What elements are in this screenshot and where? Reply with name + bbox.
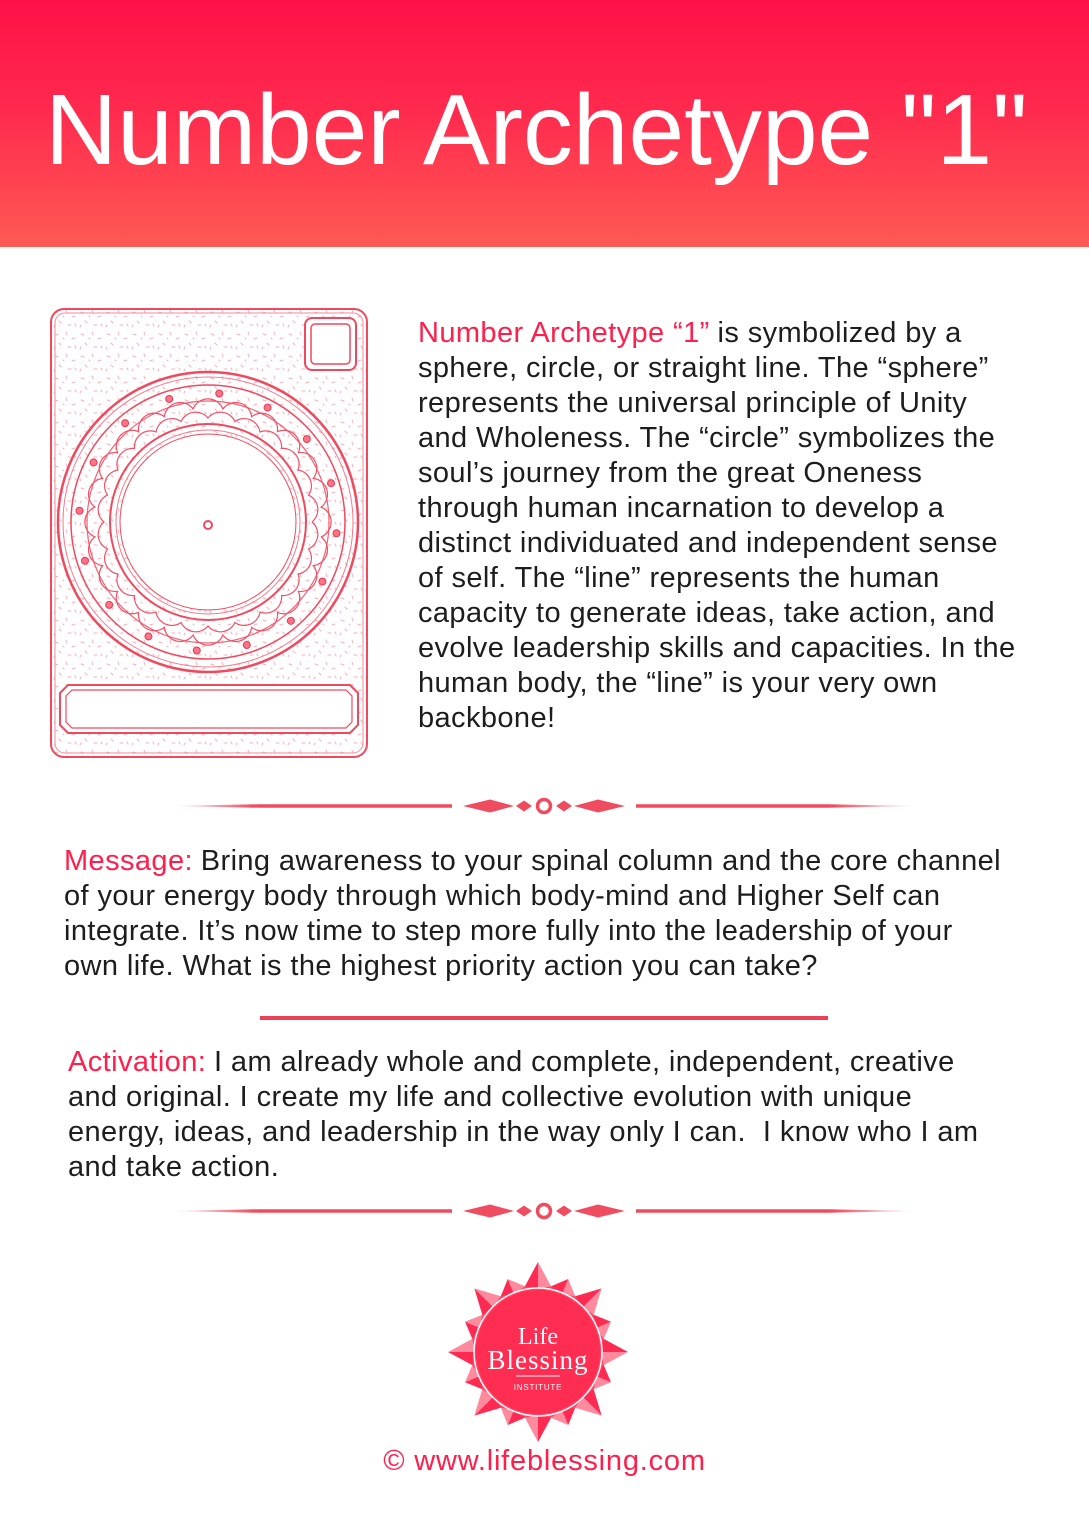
logo-word-blessing: Blessing (487, 1345, 589, 1375)
intro-line: through human incarnation to develop a (418, 492, 945, 524)
message-paragraph (64, 844, 1001, 984)
center-dot (204, 521, 212, 529)
message-line (64, 844, 1001, 879)
divider-diamond-long-left (463, 1205, 514, 1218)
divider-center-ring (538, 800, 551, 813)
message-line: integrate. It’s now time to step more fully into the leadership of your (64, 915, 953, 947)
activation-label: Activation: (68, 1046, 207, 1078)
activation-line: energy, ideas, and leadership in the way only I can. I know who I am (68, 1116, 979, 1148)
activation-line-text: I am already whole and complete, independent, creative (214, 1046, 955, 1078)
intro-line: represents the universal principle of Unity (418, 387, 968, 419)
ring-jewel (303, 436, 310, 443)
intro-lead: Number Archetype “1” (418, 317, 710, 349)
divider-center-ring (538, 1205, 551, 1218)
archetype-card-icon (45, 303, 375, 763)
divider-diamond-small-left (516, 1206, 532, 1217)
ring-jewel (145, 633, 152, 640)
divider-diamond-small-right (556, 801, 572, 812)
intro-line: distinct individuated and independent sense (418, 527, 998, 559)
ring-jewel (122, 420, 129, 427)
logo-facet-dark (525, 1262, 538, 1289)
divider-diamond-small-right (556, 1206, 572, 1217)
divider-diamond-long-left (463, 800, 514, 813)
activation-paragraph (68, 1045, 978, 1185)
intro-line: of self. The “line” represents the human (418, 562, 940, 594)
ring-jewel (243, 642, 250, 649)
name-plate (60, 685, 358, 733)
message-line: of your energy body through which body-mind and Higher Self can (64, 880, 941, 912)
corner-square (305, 318, 356, 370)
footer-copyright[interactable]: © www.lifeblessing.com (383, 1445, 706, 1477)
intro-line (418, 316, 1016, 351)
message-label: Message: (64, 845, 193, 877)
ring-jewel (76, 507, 83, 514)
ring-jewel (319, 578, 326, 585)
logo-facet-dark (601, 1339, 628, 1352)
activation-line: and original. I create my life and collective evolution with unique (68, 1081, 913, 1113)
logo-facet-dark (448, 1352, 475, 1365)
logo-facet-light (448, 1339, 475, 1352)
ring-jewel (81, 557, 88, 564)
logo-facet-light (525, 1415, 538, 1442)
logo-word-institute: INSTITUTE (513, 1383, 563, 1392)
intro-paragraph (418, 316, 1016, 736)
intro-line: soul’s journey from the great Oneness (418, 457, 923, 489)
intro-line: capacity to generate ideas, take action, and (418, 597, 996, 629)
divider-diamond-long-right (574, 800, 625, 813)
page-title: Number Archetype "1" (45, 74, 1028, 186)
intro-line: human body, the “line” is your very own (418, 667, 938, 699)
ring-jewel (166, 395, 173, 402)
ring-jewel (264, 404, 271, 411)
logo-facet-dark (538, 1415, 551, 1442)
logo-facet-light (538, 1262, 551, 1289)
divider-line (260, 1016, 828, 1020)
diamond-circle-divider-icon (0, 1199, 1089, 1223)
logo-word-life: Life (518, 1324, 558, 1350)
ring-jewel (333, 530, 340, 537)
divider-diamond-long-right (574, 1205, 625, 1218)
ring-jewel (193, 647, 200, 654)
ring-jewel (90, 459, 97, 466)
divider-diamond-small-left (516, 801, 532, 812)
activation-line: and take action. (68, 1151, 280, 1183)
intro-line-text: is symbolized by a (717, 317, 962, 349)
header-banner (0, 0, 1089, 247)
message-line: own life. What is the highest priority action you can take? (64, 950, 818, 982)
divider-line-right (636, 1209, 918, 1213)
message-line-text: Bring awareness to your spinal column and the core channel (200, 845, 1001, 877)
activation-line (68, 1045, 978, 1080)
ring-jewel (106, 601, 113, 608)
diamond-circle-divider-icon (0, 794, 1089, 818)
intro-line: sphere, circle, or straight line. The “sphere” (418, 352, 989, 384)
intro-line: evolve leadership skills and capacities. In the (418, 632, 1016, 664)
intro-line: backbone! (418, 702, 556, 734)
divider-line-left (170, 804, 452, 808)
gem-star-logo (438, 1252, 638, 1452)
logo-facet-light (601, 1352, 628, 1365)
intro-line: and Wholeness. The “circle” symbolizes the (418, 422, 996, 454)
divider-line-right (636, 804, 918, 808)
ring-jewel (287, 617, 294, 624)
ring-jewel (328, 480, 335, 487)
ring-jewel (216, 390, 223, 397)
divider-line-left (170, 1209, 452, 1213)
